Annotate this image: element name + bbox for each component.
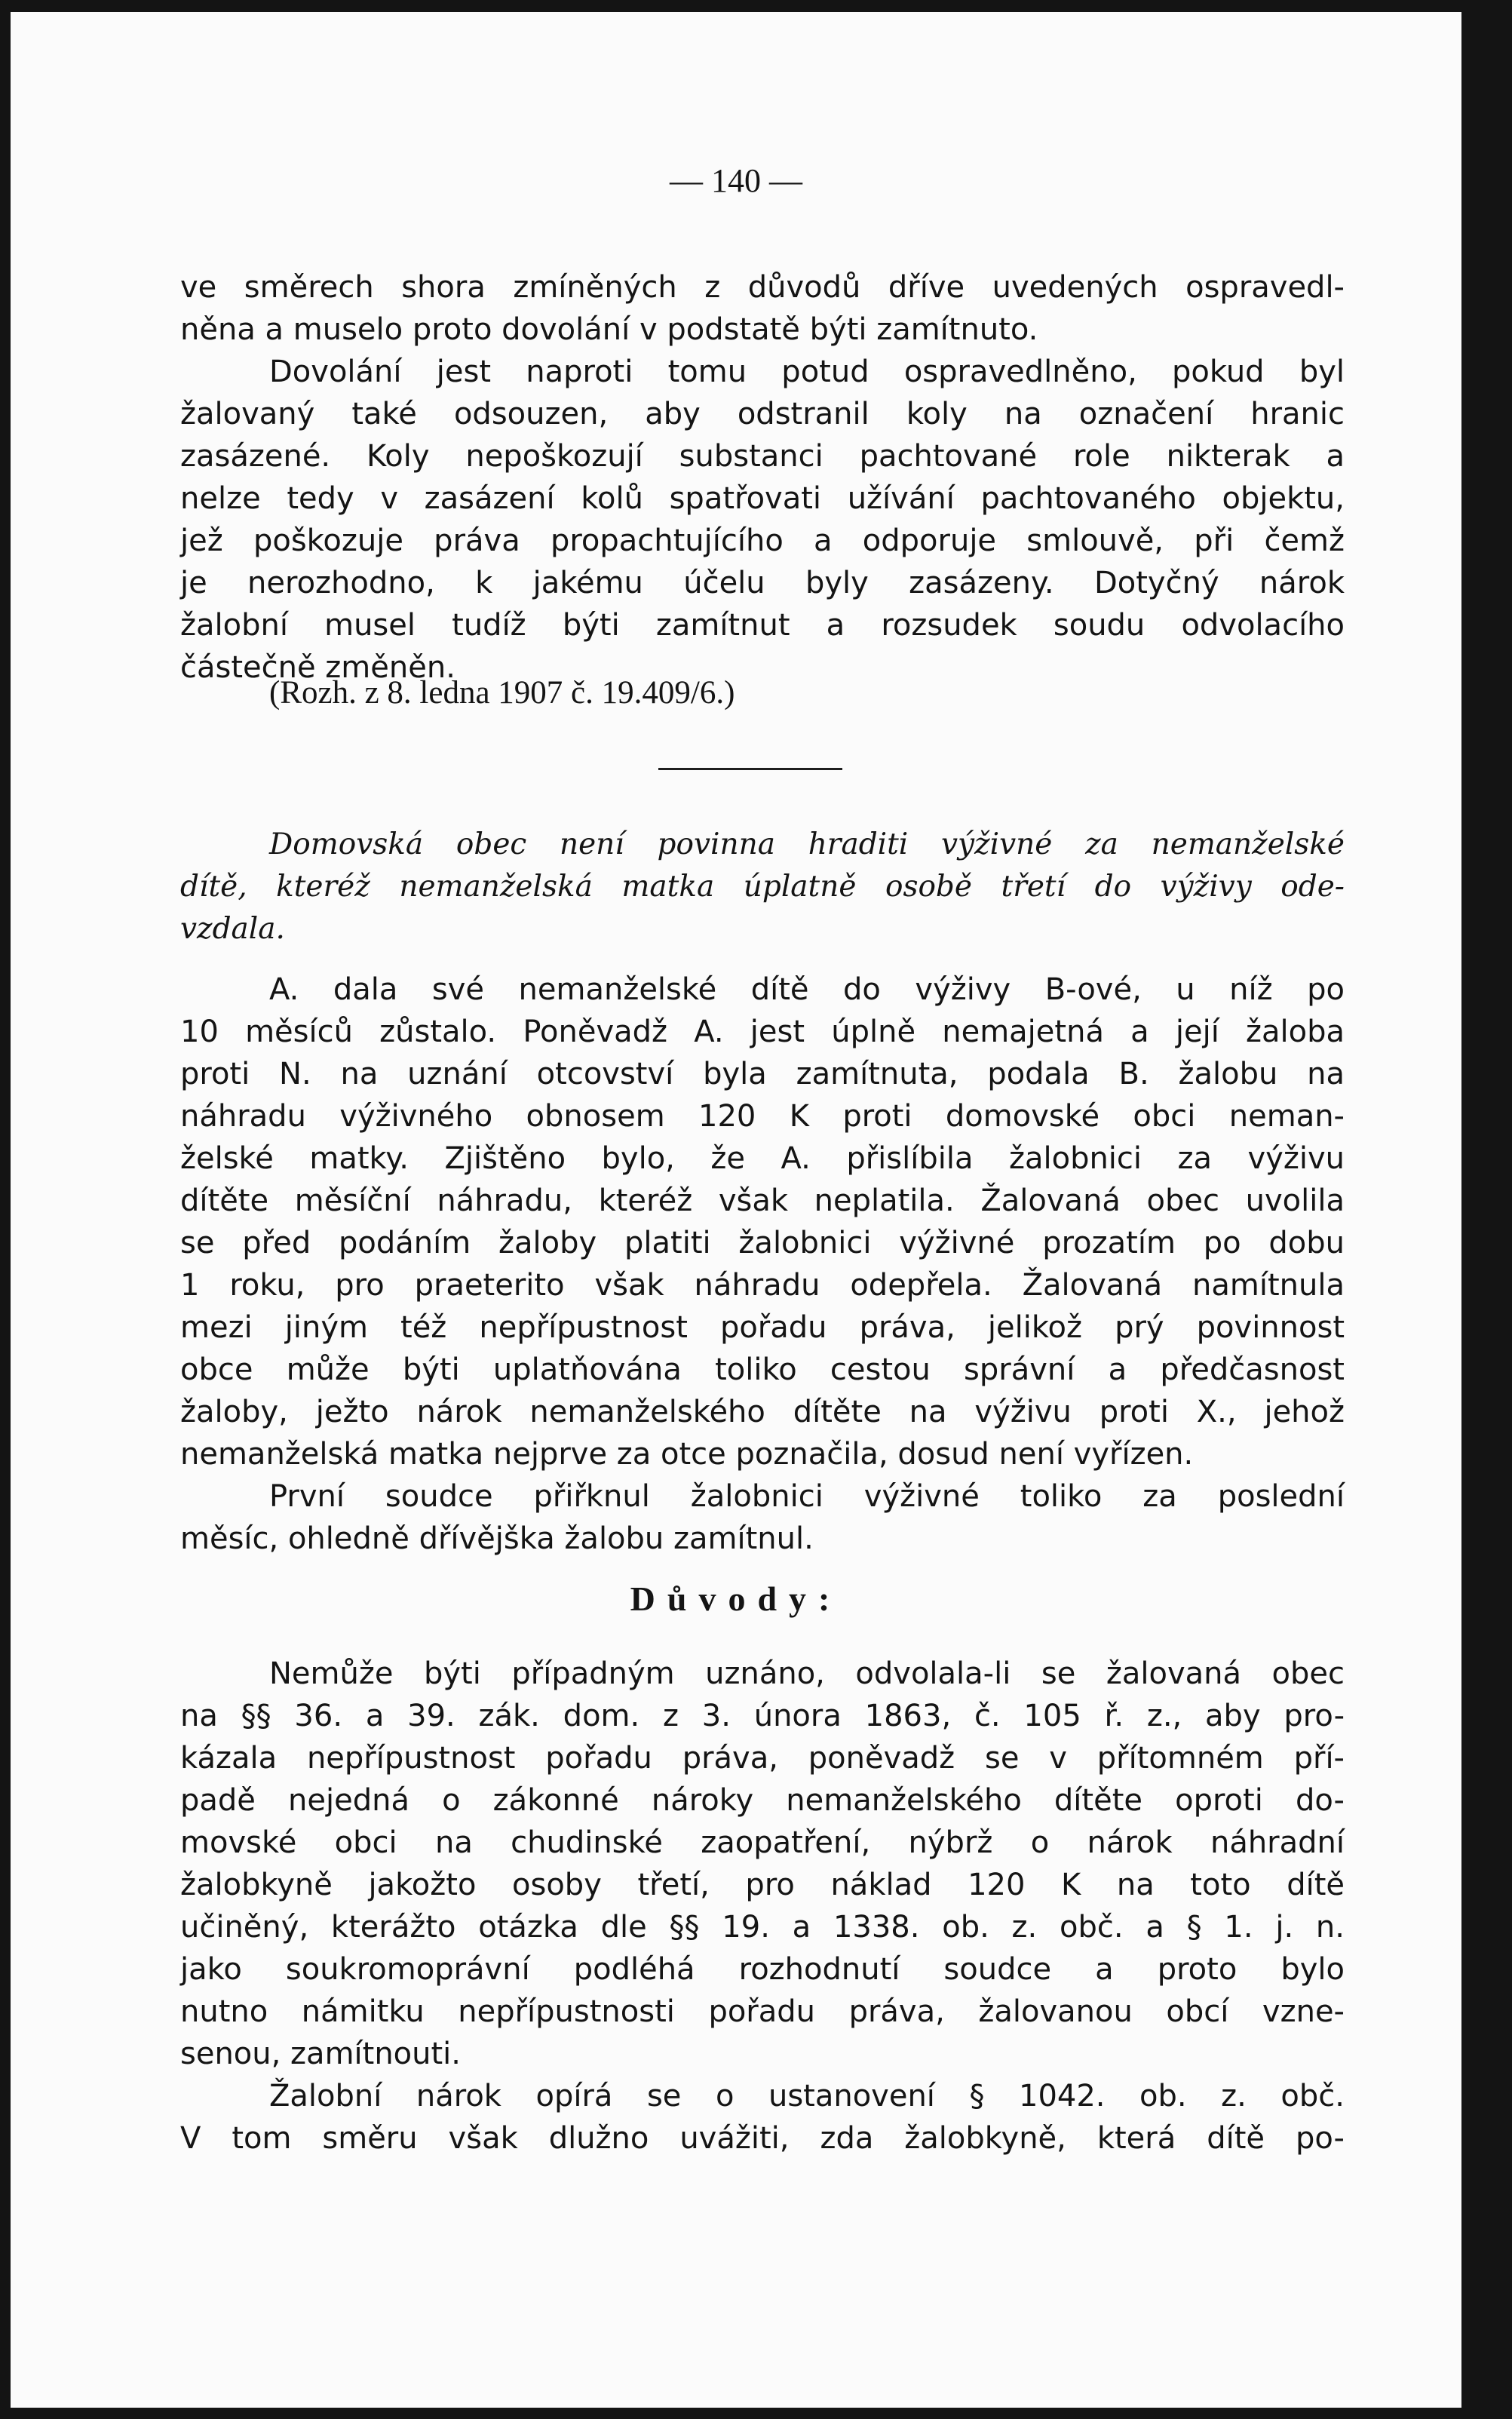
text-line: na §§ 36. a 39. zák. dom. z 3. února 1863, č. 105 ř. z., aby pro- <box>180 1699 1345 1733</box>
headnote <box>180 824 1345 950</box>
text-line: měsíc, ohledně dřívějška žalobu zamítnul. <box>180 1521 814 1556</box>
text-line: želské matky. Zjištěno bylo, že A. přislíbila žalobnici za výživu <box>180 1141 1345 1176</box>
text-line: Domovská obec není povinna hraditi výživné za nemanželské <box>269 827 1345 861</box>
paragraph-continuation <box>180 266 1345 351</box>
page-number: — 140 — <box>670 162 802 199</box>
text-line: 10 měsíců zůstalo. Poněvadž A. jest úplně nemajetná a její žaloba <box>180 1015 1345 1049</box>
text-line: 1 roku, pro praeterito však náhradu odepřela. Žalovaná namítnula <box>180 1268 1345 1303</box>
text-line: jež poškozuje práva propachtujícího a odporuje smlouvě, při čemž <box>180 523 1345 558</box>
text-line: učiněný, kterážto otázka dle §§ 19. a 1338. ob. z. obč. a § 1. j. n. <box>180 1910 1345 1945</box>
text-line: žaloby, ježto nárok nemanželského dítěte na výživu proti X., jehož <box>180 1395 1345 1429</box>
text-line: žalobkyně jakožto osoby třetí, pro náklad 120 K na toto dítě <box>180 1868 1345 1902</box>
text-line: kázala nepřípustnost pořadu práva, poněvadž se v přítomném pří- <box>180 1741 1345 1776</box>
section-divider <box>658 768 842 770</box>
text-line: je nerozhodno, k jakému účelu byly zasázeny. Dotyčný nárok <box>180 566 1345 600</box>
paragraph-first-instance <box>180 1475 1345 1560</box>
text-line: mezi jiným též nepřípustnost pořadu práva, jelikož prý povinnost <box>180 1310 1345 1345</box>
text-line: senou, zamítnouti. <box>180 2037 462 2071</box>
text-line: Dovolání jest naproti tomu potud ospravedlněno, pokud byl <box>269 355 1345 389</box>
text-line: dítěte měsíční náhradu, kteréž však neplatila. Žalovaná obec uvolila <box>180 1183 1345 1218</box>
text-line: částečně změněn. <box>180 650 455 685</box>
paragraph-claim <box>180 2075 1345 2160</box>
text-line: žalobní musel tudíž býti zamítnut a rozsudek soudu odvolacího <box>180 608 1345 643</box>
text-line: První soudce přiřknul žalobnici výživné toliko za poslední <box>269 1479 1345 1514</box>
paragraph-facts <box>180 969 1345 1475</box>
text-line: nutno námitku nepřípustnosti pořadu práva, žalovanou obcí vzne- <box>180 1994 1345 2029</box>
book-page <box>11 12 1461 2408</box>
paragraph-appeal <box>180 351 1345 689</box>
text-line: Nemůže býti případným uznáno, odvolala-li se žalovaná obec <box>269 1656 1345 1691</box>
text-line: proti N. na uznání otcovství byla zamítnuta, podala B. žalobu na <box>180 1057 1345 1091</box>
text-line: V tom směru však dlužno uvážiti, zda žalobkyně, která dítě po- <box>180 2121 1345 2156</box>
text-line: jako soukromoprávní podléhá rozhodnutí soudce a proto bylo <box>180 1952 1345 1987</box>
decision-citation: (Rozh. z 8. ledna 1907 č. 19.409/6.) <box>269 675 735 711</box>
text-line: něna a muselo proto dovolání v podstatě býti zamítnuto. <box>180 312 1038 347</box>
text-line: padě nejedná o zákonné nároky nemanželského dítěte oproti do- <box>180 1783 1345 1818</box>
section-heading: Důvody: <box>630 1579 842 1618</box>
text-line: nelze tedy v zasázení kolů spatřovati užívání pachtovaného objektu, <box>180 481 1345 516</box>
text-line: nemanželská matka nejprve za otce poznačila, dosud není vyřízen. <box>180 1437 1194 1472</box>
text-line: se před podáním žaloby platiti žalobnici výživné prozatím po dobu <box>180 1226 1345 1260</box>
paragraph-reasons <box>180 1653 1345 2075</box>
text-line: náhradu výživného obnosem 120 K proti domovské obci neman- <box>180 1099 1345 1134</box>
text-line: dítě, kteréž nemanželská matka úplatně osobě třetí do výživy ode- <box>180 870 1345 904</box>
text-line: Žalobní nárok opírá se o ustanovení § 1042. ob. z. obč. <box>269 2079 1345 2114</box>
text-line: obce může býti uplatňována toliko cestou správní a předčasnost <box>180 1352 1345 1387</box>
text-line: movské obci na chudinské zaopatření, nýbrž o nárok náhradní <box>180 1825 1345 1860</box>
text-line: ve směrech shora zmíněných z důvodů dříve uvedených ospravedl- <box>180 270 1345 305</box>
text-line: zasázené. Koly nepoškozují substanci pachtované role nikterak a <box>180 439 1345 474</box>
text-line: vzdala. <box>180 912 285 946</box>
text-line: žalovaný také odsouzen, aby odstranil koly na označení hranic <box>180 397 1345 431</box>
text-line: A. dala své nemanželské dítě do výživy B-ové, u níž po <box>269 972 1345 1007</box>
